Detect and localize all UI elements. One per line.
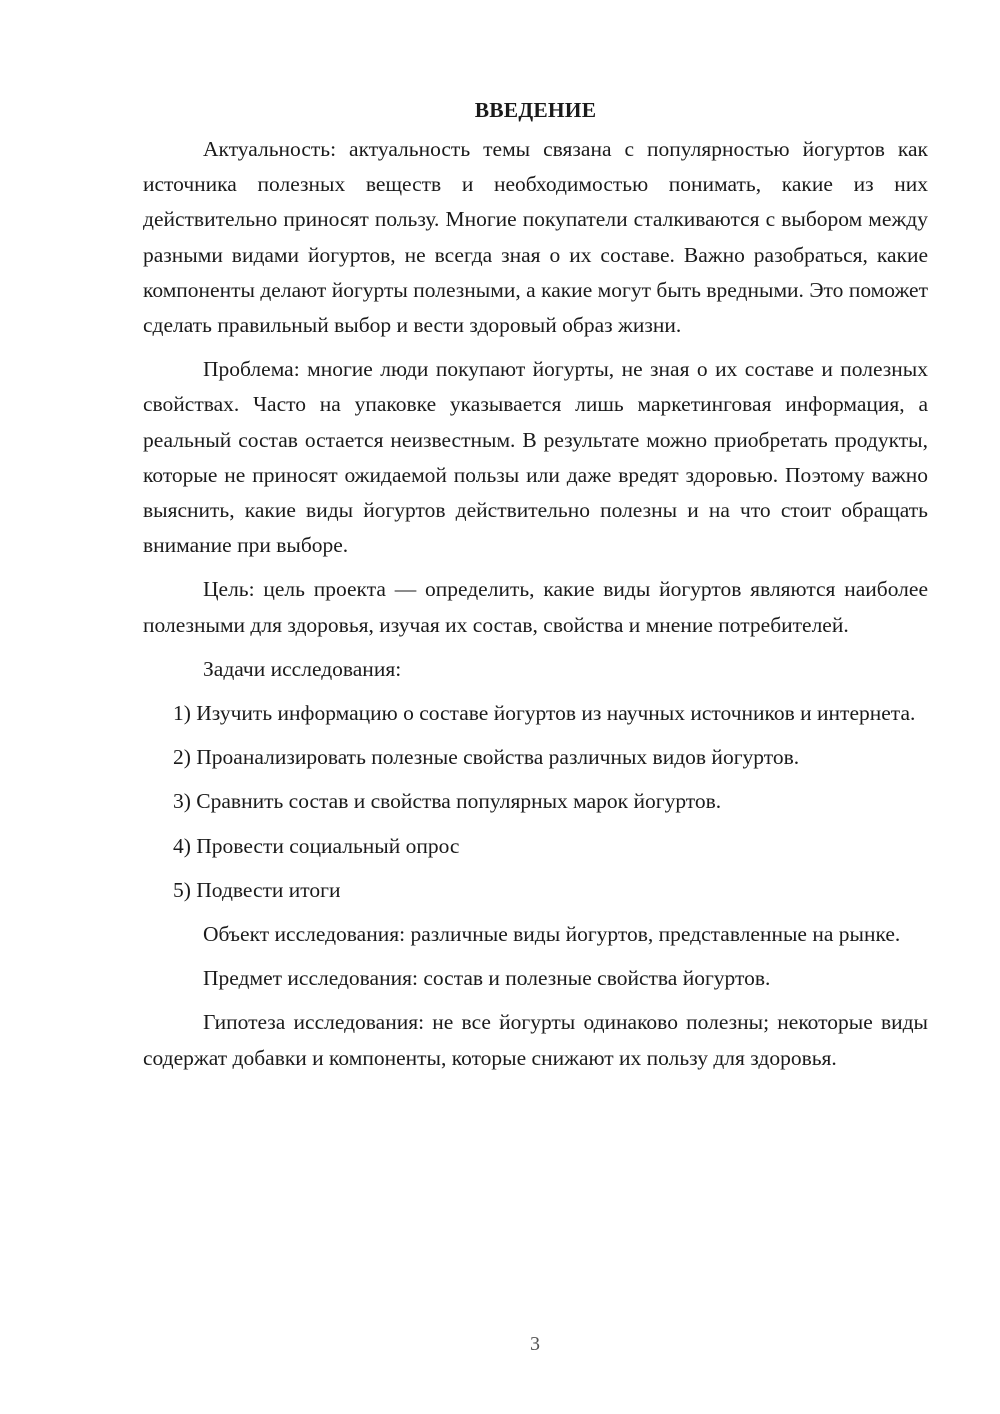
paragraph-problem: Проблема: многие люди покупают йогурты, не зная о их составе и полезных свойствах. Часто на упаковке указывается лишь маркетинговая информация, а реальный состав остается неизвестным. В результате можно приобретать продукты, которые не приносят ожидаемой пользы или даже вредят здоровью. Поэтому важно выяснить, какие виды йогуртов действительно полезны и на что стоит обращать внимание при выборе. xyxy=(143,357,928,558)
document-page xyxy=(143,92,928,1085)
paragraph-goal: Цель: цель проекта — определить, какие виды йогуртов являются наиболее полезными для здоровья, изучая их состав, свойства и мнение потребителей. xyxy=(143,577,928,637)
task-item-3: 3) Сравнить состав и свойства популярных марок йогуртов. xyxy=(173,789,722,814)
paragraph-object: Объект исследования: различные виды йогуртов, представленные на рынке. xyxy=(203,922,901,947)
task-item-5: 5) Подвести итоги xyxy=(173,877,341,902)
paragraph-hypothesis: Гипотеза исследования: не все йогурты одинаково полезны; некоторые виды содержат добавки и компоненты, которые снижают их пользу для здоровья. xyxy=(143,1010,928,1070)
paragraph-tasks-heading: Задачи исследования: xyxy=(203,656,402,681)
task-item-2: 2) Проанализировать полезные свойства различных видов йогуртов. xyxy=(173,745,800,770)
paragraph-subject: Предмет исследования: состав и полезные свойства йогуртов. xyxy=(203,966,771,991)
page-number: 3 xyxy=(530,1333,540,1355)
task-item-4: 4) Провести социальный опрос xyxy=(173,833,460,858)
task-item-1: 1) Изучить информацию о составе йогуртов из научных источников и интернета. xyxy=(173,701,916,726)
page-title: ВВЕДЕНИЕ xyxy=(474,98,597,122)
paragraph-relevance: Актуальность: актуальность темы связана с популярностью йогуртов как источника полезных веществ и необходимостью понимать, какие из них действительно приносят пользу. Многие покупатели сталкиваются с выбором между разными видами йогуртов, не всегда зная о их составе. Важно разобраться, какие компоненты делают йогурты полезными, а какие могут быть вредными. Это поможет сделать правильный выбор и вести здоровый образ жизни. xyxy=(143,137,928,338)
